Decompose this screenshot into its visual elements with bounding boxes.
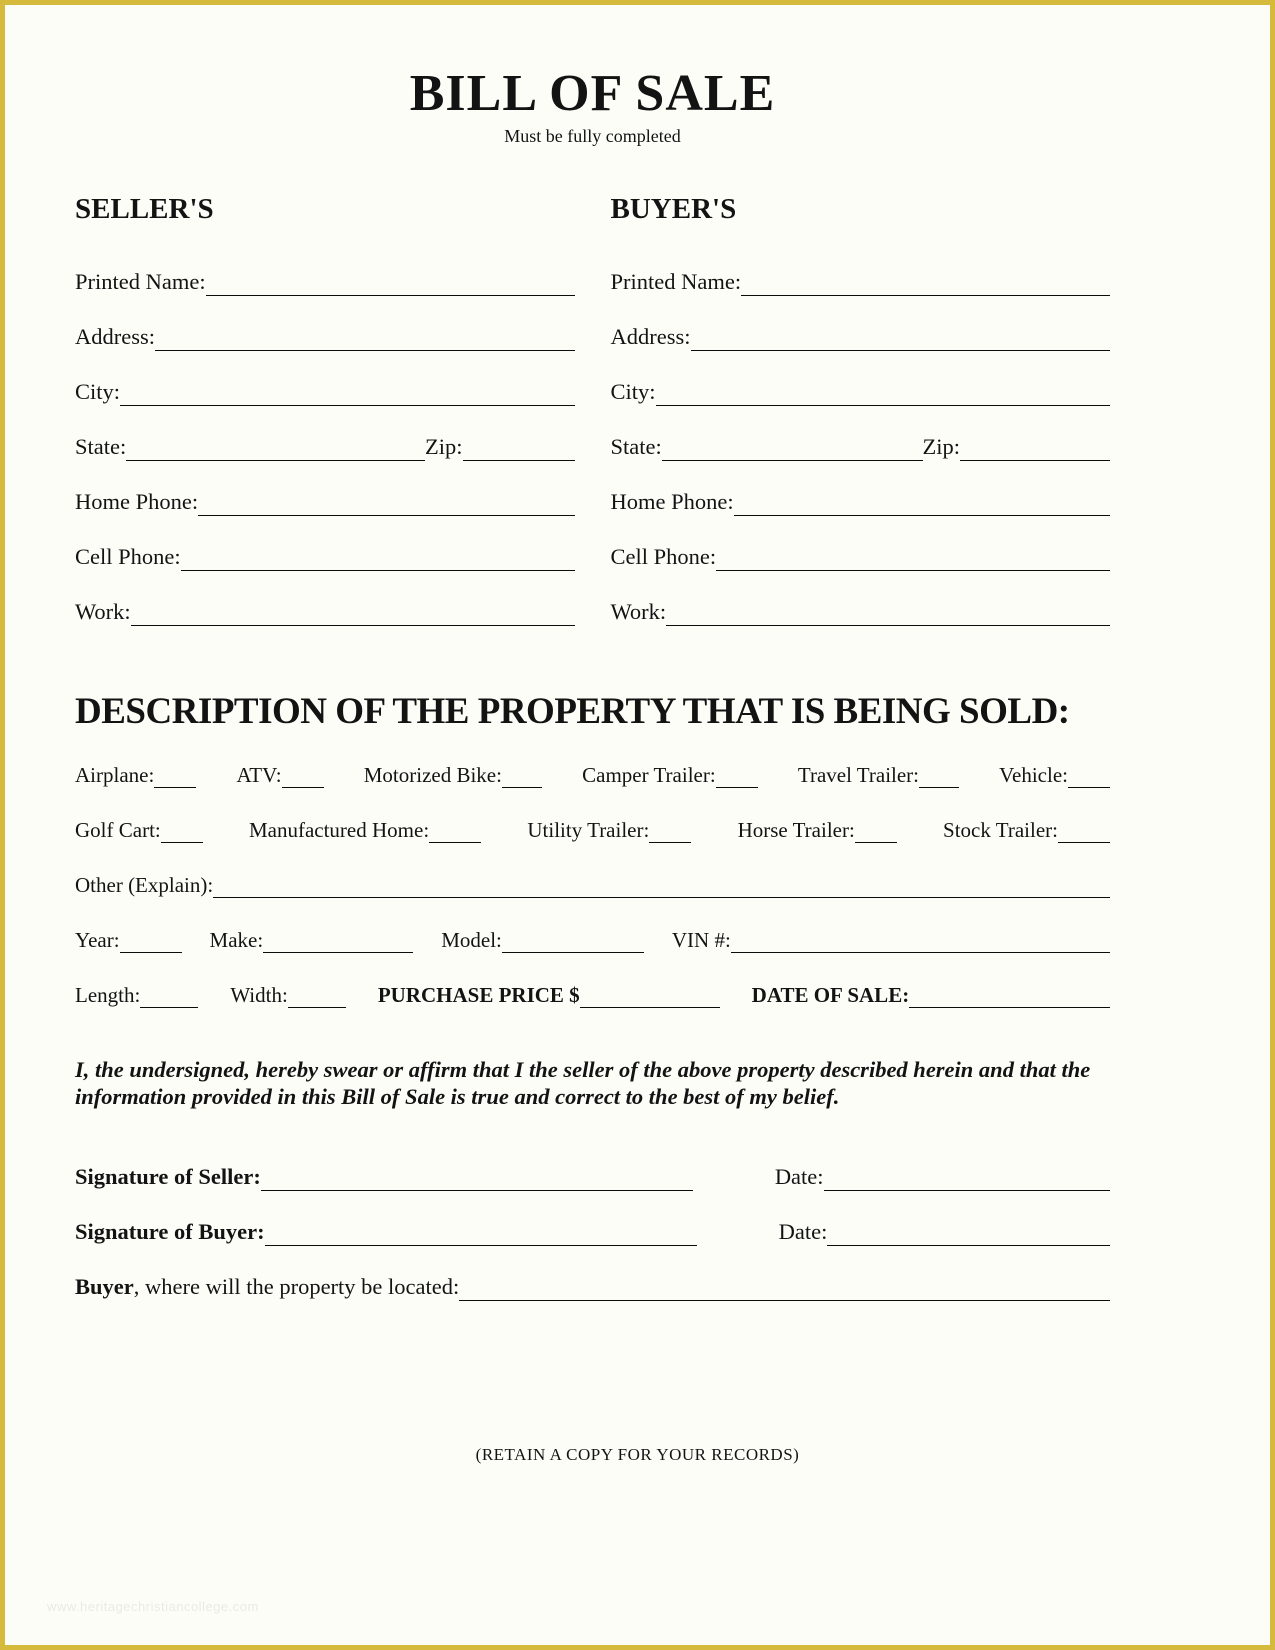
vin-label: VIN #: xyxy=(671,927,731,952)
title-block xyxy=(75,67,1110,147)
camper-trailer-field xyxy=(582,762,758,788)
buyer-work-row xyxy=(611,571,1111,626)
length-field xyxy=(75,982,198,1008)
year-make-model-vin-row xyxy=(75,898,1110,953)
property-location-row xyxy=(75,1246,1110,1301)
seller-printed-name-input[interactable] xyxy=(206,282,575,296)
horse-trailer-field xyxy=(737,817,897,843)
buyer-heading: BUYER'S xyxy=(610,192,737,225)
seller-home-phone-row xyxy=(75,461,575,516)
seller-cell-phone-label: Cell Phone: xyxy=(75,544,181,570)
buyer-address-input[interactable] xyxy=(691,337,1111,351)
buyer-signature-input[interactable] xyxy=(265,1232,697,1246)
buyer-work-label: Work: xyxy=(610,599,667,625)
manufactured-home-input[interactable] xyxy=(429,829,481,843)
seller-city-label: City: xyxy=(75,379,121,405)
buyer-home-phone-row xyxy=(611,461,1111,516)
atv-label: ATV: xyxy=(236,762,282,787)
motorized-bike-label: Motorized Bike: xyxy=(363,762,502,787)
seller-zip-label: Zip: xyxy=(425,434,463,460)
buyer-column xyxy=(611,193,1111,626)
property-type-row-2 xyxy=(75,788,1110,843)
purchase-price-input[interactable] xyxy=(580,994,720,1008)
buyer-printed-name-label: Printed Name: xyxy=(610,269,742,295)
buyer-state-input[interactable] xyxy=(662,447,923,461)
buyer-location-input[interactable] xyxy=(459,1287,1110,1301)
buyer-cell-phone-row xyxy=(611,516,1111,571)
affirmation-text: I, the undersigned, hereby swear or affirm that I the seller of the above property described herein and that the information provided in this Bill of Sale is true and correct to the best of my belief. xyxy=(75,1056,1091,1109)
utility-trailer-label: Utility Trailer: xyxy=(527,817,650,842)
other-explain-row xyxy=(75,843,1110,898)
airplane-field xyxy=(75,762,196,788)
length-input[interactable] xyxy=(140,994,198,1008)
model-field xyxy=(441,927,644,953)
buyer-home-phone-input[interactable] xyxy=(734,502,1110,516)
buyer-cell-phone-label: Cell Phone: xyxy=(610,544,717,570)
seller-address-label: Address: xyxy=(75,324,155,350)
other-explain-label: Other (Explain): xyxy=(75,872,214,897)
make-input[interactable] xyxy=(263,939,413,953)
manufactured-home-label: Manufactured Home: xyxy=(248,817,430,842)
horse-trailer-label: Horse Trailer: xyxy=(737,817,855,842)
golf-cart-label: Golf Cart: xyxy=(75,817,161,842)
date-of-sale-field xyxy=(751,982,1110,1008)
seller-date-input[interactable] xyxy=(824,1177,1110,1191)
manufactured-home-field xyxy=(248,817,481,843)
property-section-heading: DESCRIPTION OF THE PROPERTY THAT IS BEING SOLD: xyxy=(75,690,1070,732)
seller-zip-input[interactable] xyxy=(463,447,575,461)
vehicle-label: Vehicle: xyxy=(999,762,1068,787)
property-type-row-1 xyxy=(75,733,1110,788)
make-label: Make: xyxy=(209,927,264,952)
seller-date-label: Date: xyxy=(774,1164,824,1190)
size-price-date-row xyxy=(75,953,1110,1008)
golf-cart-input[interactable] xyxy=(161,829,203,843)
seller-heading: SELLER'S xyxy=(75,192,214,225)
atv-input[interactable] xyxy=(282,774,324,788)
seller-work-input[interactable] xyxy=(131,612,575,626)
buyer-state-zip-row xyxy=(611,406,1111,461)
travel-trailer-field xyxy=(797,762,959,788)
seller-signature-label: Signature of Seller: xyxy=(75,1164,261,1190)
seller-city-input[interactable] xyxy=(120,392,574,406)
seller-cell-phone-input[interactable] xyxy=(181,557,575,571)
year-label: Year: xyxy=(75,927,120,952)
vehicle-field xyxy=(999,762,1110,788)
year-input[interactable] xyxy=(120,939,182,953)
utility-trailer-input[interactable] xyxy=(649,829,691,843)
seller-signature-row xyxy=(75,1136,1110,1191)
buyer-date-input[interactable] xyxy=(827,1232,1110,1246)
stock-trailer-label: Stock Trailer: xyxy=(943,817,1058,842)
vin-field xyxy=(671,927,1110,953)
width-field xyxy=(230,982,345,1008)
atv-field xyxy=(236,762,323,788)
seller-work-label: Work: xyxy=(75,599,131,625)
buyer-state-label: State: xyxy=(610,434,662,460)
buyer-zip-label: Zip: xyxy=(922,434,960,460)
buyer-printed-name-row xyxy=(611,241,1111,296)
airplane-label: Airplane: xyxy=(75,762,155,787)
buyer-home-phone-label: Home Phone: xyxy=(610,489,734,515)
buyer-address-label: Address: xyxy=(610,324,691,350)
page-subtitle: Must be fully completed xyxy=(504,125,681,146)
travel-trailer-input[interactable] xyxy=(919,774,959,788)
year-field xyxy=(75,927,182,953)
length-label: Length: xyxy=(75,982,141,1007)
buyer-address-row xyxy=(611,296,1111,351)
buyer-zip-input[interactable] xyxy=(960,447,1110,461)
seller-work-row xyxy=(75,571,575,626)
travel-trailer-label: Travel Trailer: xyxy=(797,762,920,787)
make-field xyxy=(209,927,414,953)
buyer-location-label: , where will the property be located: xyxy=(133,1274,460,1300)
purchase-price-field xyxy=(377,982,720,1008)
seller-state-input[interactable] xyxy=(126,447,425,461)
seller-city-row xyxy=(75,351,575,406)
buyer-signature-label: Signature of Buyer: xyxy=(75,1219,265,1245)
vin-input[interactable] xyxy=(731,939,1110,953)
buyer-printed-name-input[interactable] xyxy=(741,282,1110,296)
model-input[interactable] xyxy=(502,939,644,953)
signature-section xyxy=(75,1136,1110,1301)
buyer-work-input[interactable] xyxy=(666,612,1110,626)
buyer-city-input[interactable] xyxy=(656,392,1110,406)
horse-trailer-input[interactable] xyxy=(855,829,897,843)
seller-printed-name-label: Printed Name: xyxy=(75,269,206,295)
seller-address-input[interactable] xyxy=(155,337,575,351)
camper-trailer-label: Camper Trailer: xyxy=(582,762,716,787)
page-title: BILL OF SALE xyxy=(409,65,776,122)
stock-trailer-input[interactable] xyxy=(1058,829,1110,843)
model-label: Model: xyxy=(441,927,502,952)
golf-cart-field xyxy=(75,817,203,843)
seller-signature-input[interactable] xyxy=(261,1177,693,1191)
buyer-city-row xyxy=(611,351,1111,406)
date-of-sale-input[interactable] xyxy=(909,994,1110,1008)
other-explain-input[interactable] xyxy=(213,884,1110,898)
retain-copy-note: (RETAIN A COPY FOR YOUR RECORDS) xyxy=(475,1445,800,1464)
stock-trailer-field xyxy=(943,817,1110,843)
width-label: Width: xyxy=(230,982,288,1007)
motorized-bike-input[interactable] xyxy=(502,774,542,788)
date-of-sale-label: DATE OF SALE: xyxy=(751,982,910,1007)
seller-cell-phone-row xyxy=(75,516,575,571)
utility-trailer-field xyxy=(527,817,691,843)
camper-trailer-input[interactable] xyxy=(716,774,758,788)
motorized-bike-field xyxy=(363,762,542,788)
airplane-input[interactable] xyxy=(154,774,196,788)
seller-state-zip-row xyxy=(75,406,575,461)
buyer-signature-row xyxy=(75,1191,1110,1246)
form-content xyxy=(5,67,1270,1301)
seller-address-row xyxy=(75,296,575,351)
buyer-city-label: City: xyxy=(610,379,656,405)
seller-column xyxy=(75,193,575,626)
seller-printed-name-row xyxy=(75,241,575,296)
parties-section xyxy=(75,193,1110,626)
seller-state-label: State: xyxy=(75,434,127,460)
purchase-price-label: PURCHASE PRICE $ xyxy=(377,982,580,1007)
buyer-date-label: Date: xyxy=(778,1219,828,1245)
seller-home-phone-input[interactable] xyxy=(198,502,574,516)
watermark-url: www.heritagechristiancollege.com xyxy=(47,1599,259,1614)
vehicle-input[interactable] xyxy=(1068,774,1110,788)
seller-home-phone-label: Home Phone: xyxy=(75,489,199,515)
buyer-cell-phone-input[interactable] xyxy=(716,557,1110,571)
buyer-location-bold: Buyer xyxy=(75,1274,134,1300)
width-input[interactable] xyxy=(288,994,346,1008)
